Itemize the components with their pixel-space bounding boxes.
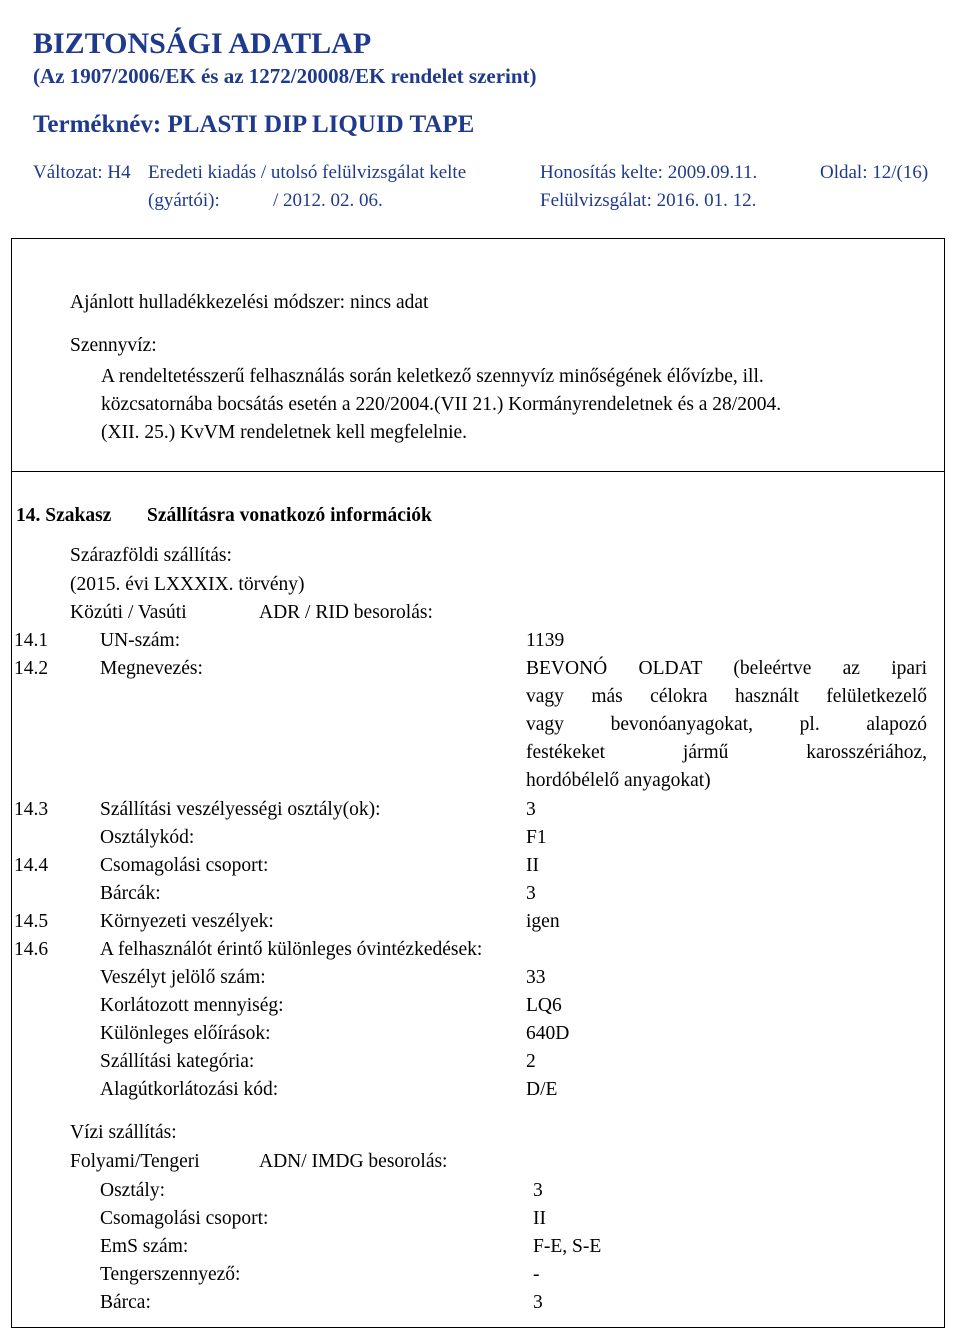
issue-line-2: / 2012. 02. 06. (273, 190, 383, 211)
name-value-line-2: vagy más célokra használt felületkezelő (526, 686, 927, 707)
hazard-id-label: Veszélyt jelölő szám: (100, 967, 266, 988)
water-label-value: 3 (533, 1292, 543, 1313)
water-class-value: 3 (533, 1180, 543, 1201)
row-number: 14.1 (14, 630, 49, 651)
water-class-label: Osztály: (100, 1180, 165, 1201)
wastewater-label: Szennyvíz: (70, 335, 157, 356)
land-transport-label: Szárazföldi szállítás: (70, 545, 232, 566)
wastewater-line-3: (XII. 25.) KvVM rendeletnek kell megfelelnie. (101, 422, 468, 443)
ems-number-value: F-E, S-E (533, 1236, 602, 1257)
row-number: 14.5 (14, 911, 49, 932)
water-packing-group-value: II (533, 1208, 546, 1229)
section-14-number: 14. Szakasz (16, 505, 112, 526)
name-label: Megnevezés: (100, 658, 203, 679)
environmental-hazards-label: Környezeti veszélyek: (100, 911, 274, 932)
marine-pollutant-value: - (533, 1264, 540, 1285)
un-number-label: UN-szám: (100, 630, 181, 651)
ems-number-label: EmS szám: (100, 1236, 189, 1257)
class-code-label: Osztálykód: (100, 827, 195, 848)
section-14-box (11, 471, 945, 1328)
tunnel-code-value: D/E (526, 1079, 558, 1100)
wastewater-line-2: közcsatornába bocsátás esetén a 220/2004.(VII 21.) Kormányrendeletnek és a 28/2004. (101, 394, 782, 415)
water-transport-label: Vízi szállítás: (70, 1122, 177, 1143)
document-title: BIZTONSÁGI ADATLAP (33, 27, 372, 60)
tunnel-code-label: Alagútkorlátozási kód: (100, 1079, 279, 1100)
wastewater-line-1: A rendeltetésszerű felhasználás során keletkező szennyvíz minőségének élővízbe, ill. (101, 366, 764, 387)
marine-pollutant-label: Tengerszennyező: (100, 1264, 241, 1285)
disposal-method: Ajánlott hulladékkezelési módszer: nincs adat (70, 292, 429, 313)
version-label: Változat: H4 (33, 162, 131, 183)
transport-category-label: Szállítási kategória: (100, 1051, 255, 1072)
hazard-class-label: Szállítási veszélyességi osztály(ok): (100, 799, 381, 820)
labels-value: 3 (526, 883, 536, 904)
packing-group-value: II (526, 855, 539, 876)
hazard-class-value: 3 (526, 799, 536, 820)
row-number: 14.4 (14, 855, 49, 876)
special-provisions-value: 640D (526, 1023, 570, 1044)
limited-quantity-label: Korlátozott mennyiség: (100, 995, 284, 1016)
labels-label: Bárcák: (100, 883, 161, 904)
document-subtitle: (Az 1907/2006/EK és az 1272/20008/EK rendelet szerint) (33, 64, 537, 88)
special-provisions-label: Különleges előírások: (100, 1023, 271, 1044)
environmental-hazards-value: igen (526, 911, 560, 932)
packing-group-label: Csomagolási csoport: (100, 855, 269, 876)
row-number: 14.3 (14, 799, 49, 820)
hazard-id-value: 33 (526, 967, 546, 988)
name-value-line-1: BEVONÓ OLDAT (beleértve az ipari (526, 658, 927, 679)
special-precautions-label: A felhasználót érintő különleges óvintézkedések: (100, 939, 483, 960)
page-number: Oldal: 12/(16) (820, 162, 929, 183)
section-14-title: Szállításra vonatkozó információk (147, 505, 432, 526)
name-value-line-4: festékeket jármű karosszériához, (526, 742, 927, 763)
row-number: 14.2 (14, 658, 49, 679)
product-name: Terméknév: PLASTI DIP LIQUID TAPE (33, 111, 475, 138)
adn-imdg-label: ADN/ IMDG besorolás: (259, 1151, 448, 1172)
version-sub: (gyártói): (148, 190, 220, 211)
class-code-value: F1 (526, 827, 547, 848)
limited-quantity-value: LQ6 (526, 995, 562, 1016)
validation-line-2: Felülvizsgálat: 2016. 01. 12. (540, 190, 757, 211)
issue-line-1: Eredeti kiadás / utolsó felülvizsgálat kelte (148, 162, 467, 183)
validation-line-1: Honosítás kelte: 2009.09.11. (540, 162, 758, 183)
row-number: 14.6 (14, 939, 49, 960)
river-sea-label: Folyami/Tengeri (70, 1151, 200, 1172)
transport-category-value: 2 (526, 1051, 536, 1072)
road-rail-label: Közúti / Vasúti (70, 602, 187, 623)
name-value-line-5: hordóbélelő anyagokat) (526, 770, 711, 791)
section-13-box (11, 238, 945, 472)
water-label-label: Bárca: (100, 1292, 151, 1313)
un-number-value: 1139 (526, 630, 565, 651)
land-transport-law: (2015. évi LXXXIX. törvény) (70, 574, 305, 595)
name-value-line-3: vagy bevonóanyagokat, pl. alapozó (526, 714, 927, 735)
water-packing-group-label: Csomagolási csoport: (100, 1208, 269, 1229)
adr-rid-label: ADR / RID besorolás: (259, 602, 433, 623)
